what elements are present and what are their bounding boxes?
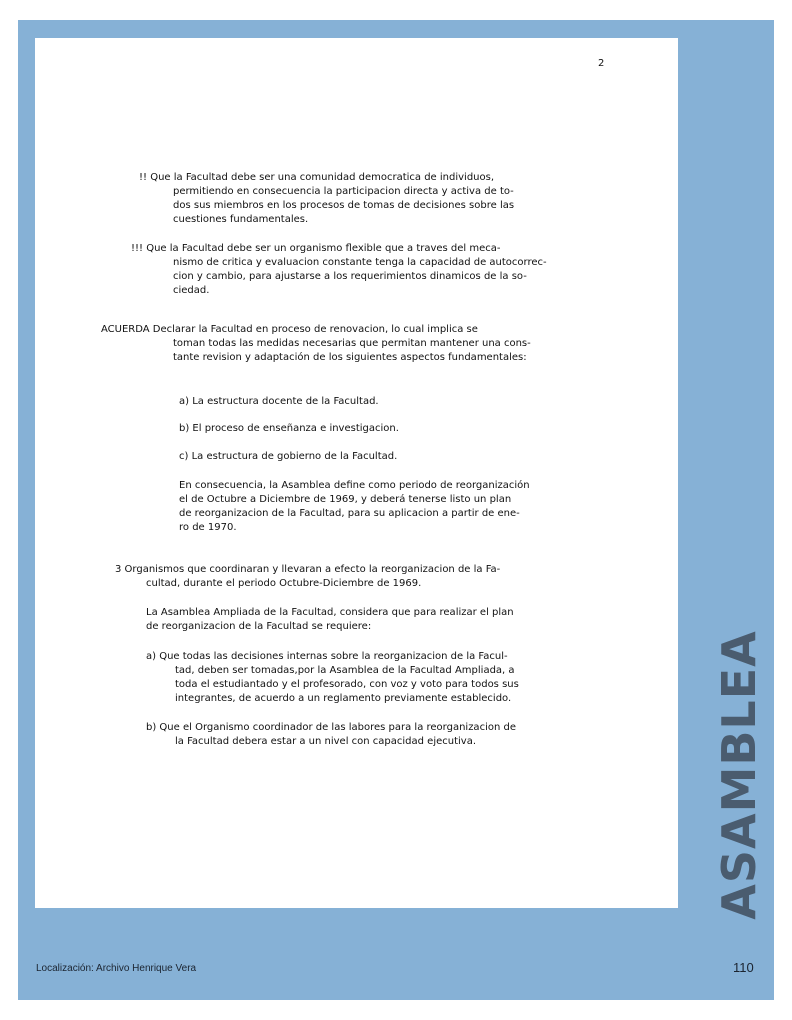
document-line: c) La estructura de gobierno de la Facultad.	[179, 451, 398, 462]
document-line: nismo de critica y evaluacion constante tenga la capacidad de autocorrec-	[173, 257, 547, 268]
sidebar-title	[712, 625, 766, 925]
document-line: cion y cambio, para ajustarse a los requerimientos dinamicos de la so-	[173, 271, 527, 282]
document-line: ro de 1970.	[179, 522, 237, 533]
document-line: tante revision y adaptación de los siguientes aspectos fundamentales:	[173, 352, 527, 363]
document-line: la Facultad debera estar a un nivel con capacidad ejecutiva.	[175, 736, 477, 747]
document-line: ciedad.	[173, 285, 210, 296]
document-line: integrantes, de acuerdo a un reglamento previamente establecido.	[175, 693, 512, 704]
document-line: permitiendo en consecuencia la participacion directa y activa de to-	[173, 186, 514, 197]
document-line: La Asamblea Ampliada de la Facultad, considera que para realizar el plan	[146, 607, 514, 618]
document-line: el de Octubre a Diciembre de 1969, y deberá tenerse listo un plan	[179, 494, 512, 505]
document-line: En consecuencia, la Asamblea define como periodo de reorganización	[179, 480, 530, 491]
document-line: cuestiones fundamentales.	[173, 214, 309, 225]
document-line: b) Que el Organismo coordinador de las labores para la reorganizacion de	[146, 722, 516, 733]
document-page-number: 2	[598, 58, 605, 69]
scanned-document	[35, 38, 678, 908]
document-line: tad, deben ser tomadas,por la Asamblea de la Facultad Ampliada, a	[175, 665, 515, 676]
footer-page-number: 110	[733, 960, 754, 975]
footer-location: Localización: Archivo Henrique Vera	[36, 963, 197, 974]
document-line: de reorganizacion de la Facultad, para su aplicacion a partir de ene-	[179, 508, 520, 519]
document-line: de reorganizacion de la Facultad se requiere:	[146, 621, 372, 632]
document-line: toda el estudiantado y el profesorado, con voz y voto para todos sus	[175, 679, 519, 690]
document-line: b) El proceso de enseñanza e investigacion.	[179, 423, 399, 434]
document-line: !! Que la Facultad debe ser una comunidad democratica de individuos,	[139, 172, 495, 183]
document-line: 3 Organismos que coordinaran y llevaran a efecto la reorganizacion de la Fa-	[115, 564, 501, 575]
document-line: ACUERDA Declarar la Facultad en proceso de renovacion, lo cual implica se	[101, 324, 478, 335]
document-line: a) Que todas las decisiones internas sobre la reorganizacion de la Facul-	[146, 651, 508, 662]
document-line: cultad, durante el periodo Octubre-Diciembre de 1969.	[146, 578, 422, 589]
document-line: toman todas las medidas necesarias que permitan mantener una cons-	[173, 338, 531, 349]
document-line: !!! Que la Facultad debe ser un organismo flexible que a traves del meca-	[131, 243, 501, 254]
document-line: dos sus miembros en los procesos de tomas de decisiones sobre las	[173, 200, 515, 211]
sidebar-title-text: ASAMBLEA	[712, 630, 766, 920]
document-line: a) La estructura docente de la Facultad.	[179, 396, 379, 407]
